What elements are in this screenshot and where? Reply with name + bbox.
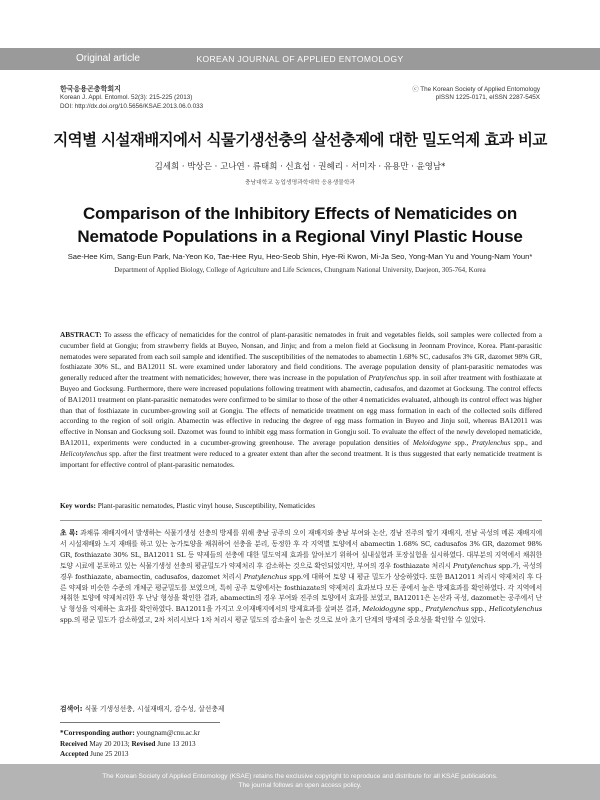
korean-abstract-text: spp.의 평균 밀도가 감소하였고, 2차 처리시보다 1차 처리시 평균 밀도의 감소율이 높은 것으로 보아 초기 단계의 방제의 중요성을 확인할 수 있었다. <box>60 616 486 625</box>
abstract-text: spp. after the first treatment were reduced to a greater extent than after the second treatment. It is thus suggested that early nematicide treatment is important for effective control of plant-parasitic nematodes. <box>60 448 542 469</box>
abstract-text: spp., and <box>510 437 542 447</box>
corresponding-author-label: *Corresponding author: <box>60 729 135 737</box>
journal-header-band <box>0 48 600 70</box>
abstract <box>60 330 542 470</box>
abstract-label: ABSTRACT: <box>60 330 102 339</box>
korean-abstract-text: 과채류 재배지에서 발생하는 식물기생성 선충의 방제를 위해 충남 공주의 오이 재배지와 충남 부여와 논산, 경남 진주의 딸기 재배지, 전남 곡성의 메론 재배지에서 시설재배와 노지 재배를 하고 있는 농가토양을 채취하여 선충을 분리, 동정한 후 각 지역별 토양에서 abamectin 1.68% SC, cadusafos 3% GR, dazomet 98% GR, fosthiazate 30% SL, BA12011 SL 등 약제들의 선충에 대한 밀도억제 효과를 알아보기 위하여 실내실험과 포장실험을 실시하였다. 대부분의 지역에서 채취한 토양 시료에 분포하고 있는 식물기생성 선충의 평균밀도가 약제처리 후 감소하는 것으로 확인되었지만, 부여의 경우 fosthiazate 처리시 <box>60 529 542 570</box>
genus-name: Pratylenchus <box>471 437 511 447</box>
korean-abstract-text: spp.가, 곡성의 경우 fosthiazate, abamectin, cadusafos, dazomet 처리시 <box>60 561 542 581</box>
korean-abstract-text: spp.에 대하여 토양 내 평균 밀도가 상승하였다. 또한 BA12011 처리시 약제처리 후 다른 약제와 비슷한 수준의 개체군 평균밀도를 보였으며, 특히 공주 토양에서는 fosthiazate의 약제처리 효과보다 모든 종에서 높은 방제효과를 확인하였다. 각 지역에서 채취한 토양에 약제처리한 후 난낭 형성을 확인한 결과, abamectin의 경우 부여와 진주의 토양에서 효과를 보였고, BA12011은 논산과 곡성, dazomet는 공주에서 난낭 형성을 억제하는 효과를 확인하였다. BA12011을 가지고 오이재배지에서의 방제효과를 살펴본 결과, <box>60 572 543 614</box>
title-english: Comparison of the Inhibitory Effects of Nematicides on Nematode Populations in a Regional Vinyl Plastic House <box>77 204 523 246</box>
copyright-footer <box>0 764 600 800</box>
keywords-label: Key words: <box>60 501 96 510</box>
accepted-label: Accepted <box>60 750 89 758</box>
journal-ko: 한국응용곤충학회지 <box>60 86 121 93</box>
korean-abstract-text: spp., <box>468 605 489 614</box>
received-date: May 20 2013; <box>87 739 130 748</box>
revised-label: Revised <box>131 739 156 748</box>
genus-name: Pratylenchus <box>453 561 497 570</box>
keywords-korean-label: 검색어: <box>60 705 83 713</box>
article-type: Original article <box>76 53 140 64</box>
accepted-date: June 25 2013 <box>88 750 129 758</box>
genus-name: Pratylenchus <box>368 373 407 383</box>
doi-link[interactable]: DOI: http://dx.doi.org/10.5656/KSAE.2013.06.0.033 <box>60 102 204 110</box>
affiliation-english: Department of Applied Biology, College of Agriculture and Life Sciences, Chungnam National University, Daejeon, 305-764, Korea <box>114 266 486 274</box>
keywords-text: Plant-parasitic nematodes, Plastic vinyl house, Susceptibility, Nematicides <box>95 501 316 510</box>
affiliation-korean: 충남대학교 농업생명과학대학 응용생물학과 <box>244 180 356 186</box>
citation: Korean J. Appl. Entomol. 52(3): 215-225 (2013) <box>60 94 193 102</box>
korean-abstract <box>60 528 542 626</box>
korean-abstract-text: spp., <box>405 605 426 614</box>
corresponding-email[interactable]: youngnam@cnu.ac.kr <box>134 729 200 737</box>
authors-english: Sae-Hee Kim, Sang-Eun Park, Na-Yeon Ko, Tae-Hee Ryu, Heo-Seob Shin, Hye-Ri Kwon, Mi-Ja Seo, Yong-Man Yu and Young-Nam Youn* <box>67 252 533 261</box>
genus-name: Meloidogyne <box>362 605 406 614</box>
keywords <box>60 501 542 510</box>
copyright-block <box>412 86 540 103</box>
received-label: Received <box>60 739 88 748</box>
genus-name: Meloidogyne <box>412 437 451 447</box>
title-korean: 지역별 시설재배지에서 식물기생선충의 살선충제에 대한 밀도억제 효과 비교 <box>53 131 547 149</box>
genus-name: Pratylenchus <box>425 605 469 614</box>
abstract-text: spp., <box>450 437 472 447</box>
divider <box>60 520 542 521</box>
copyright: ⓒ The Korean Society of Applied Entomology <box>412 86 540 93</box>
footer-line-1: The Korean Society of Applied Entomology (KSAE) retains the exclusive copyright to reproduce and distribute for all KSAE publications. <box>102 773 498 780</box>
authors-korean: 김세희 · 박상은 · 고나연 · 류태희 · 신효섭 · 권혜리 · 서미자 · 유용만 · 윤영남* <box>154 162 446 172</box>
abstract-text: spp. in soil after treatment with fosthiazate at Buyeo and Gocksung. Furthermore, there were increased populations following treatment with abamectin, cadusafos, and dazomet at Gocksung. The control effects of BA12011 treatment on plant-parasitic nematodes were confirmed to be similar to those of the other 4 nematicides evaluated, although its control effect was higher than that of fosthiazate in cucumber-growing soil at Gongju. The effects of nematicide treatment on egg mass formation in each of the collected soils differed according to the region of soil origin. Abamectin was effective in reducing the degree of egg mass formation in Buyeo and Jinju soil, whereas BA12011 was effective in Nonsan and Gocksung soil. Dazomet was found to inhibit egg mass formation in Gongju soil. To evaluate the effect of the newly developed nematicide, BA12011, experiments were conducted in a cucumber-growing greenhouse. The average population densities of <box>60 373 542 447</box>
journal-name: KOREAN JOURNAL OF APPLIED ENTOMOLOGY <box>196 54 404 64</box>
correspondence-block <box>60 728 200 760</box>
genus-name: Pratylenchus <box>243 572 287 581</box>
issn: pISSN 1225-0171, eISSN 2287-545X <box>435 94 540 102</box>
footnote-divider <box>60 722 220 723</box>
footer-line-2: The journal follows an open access policy. <box>238 782 362 790</box>
genus-name: Helicotylenchus <box>60 448 108 458</box>
revised-date: June 13 2013 <box>155 739 196 748</box>
korean-abstract-label: 초 록: <box>60 529 78 537</box>
keywords-korean-text: 식물 기생성선충, 시설재배지, 감수성, 살선충제 <box>82 705 225 713</box>
citation-block <box>60 86 203 111</box>
abstract-text: To assess the efficacy of nematicides for the control of plant-parasitic nematodes in fruit and vegetables fields, soil samples were collected from a cucumber field at Gongju; from strawberry fields at Buyeo, Nonsan, and Jinju; and from a melon field at Gocksung in Jeonnam Province, Korea. Plant-parasitic nematodes were separated from each soil sample and identified. The susceptibilities of the nematodes to abamectin 1.68% SC, cadusafos 3% GR, dazomet 98% GR, fosthiazate 30% SL, and BA12011 SL were examined under laboratory and field conditions. The average population density of plant-parasitic nematodes was generally reduced after the treatment with nematicides; however, there was increase in the population of <box>60 330 542 383</box>
keywords-korean <box>60 703 542 713</box>
genus-name: Helicotylenchus <box>488 605 542 614</box>
